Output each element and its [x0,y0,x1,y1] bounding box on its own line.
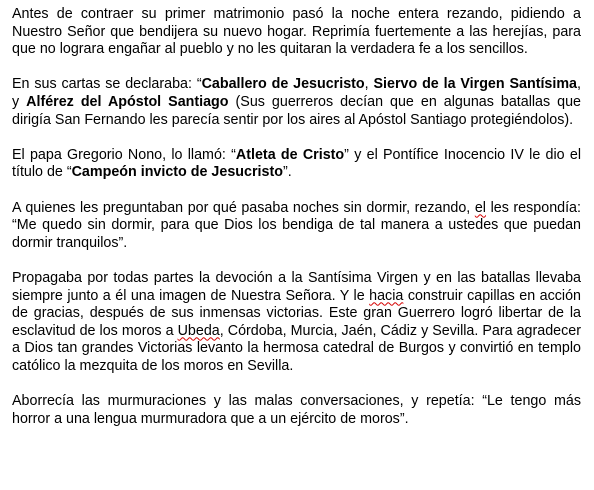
paragraph-text: , y [12,76,581,110]
paragraph-gossip [12,393,581,428]
paragraph-letters [12,76,581,129]
paragraph-text: les respondía: “Me quedo sin dormir, para que Dios los bendiga de tal manera a ustedes que puedan dormir tranquilos”. [12,199,581,251]
paragraph-sleep [12,200,581,253]
paragraph-popes [12,147,581,182]
paragraph-text: (Sus guerreros decían que en algunas batallas que dirigía San Fernando les parecía sentir por los aires al Apóstol Santiago protegiéndolos). [12,93,581,128]
spellcheck-word[interactable]: hacia [369,287,404,304]
document-body [12,6,581,428]
paragraph-text: , Córdoba, Murcia, Jaén, Cádiz y Sevilla. Para agradecer a Dios tan grandes Victorias levanto la hermosa catedral de Burgos y convirtió en templo católico la mezquita de los moros en Sevilla. [12,322,581,374]
paragraph-text: El papa Gregorio Nono, lo llamó: “ [12,146,236,163]
paragraph-text: ”. [282,164,292,181]
title-caballero: Caballero de Jesucristo [201,76,365,93]
paragraph-prayer [12,6,581,59]
paragraph-text: ” y el Pontífice Inocencio IV le dio el título de “ [12,146,582,181]
spellcheck-word[interactable]: Ubeda [177,322,220,339]
paragraph-text: Antes de contraer su primer matrimonio pasó la noche entera rezando, pidiendo a Nuestro Señor que bendijera su nuevo hogar. Reprimía fuertemente a las herejías, para que no lograra engañar al pueblo y no les quitaran la verdadera fe a los sencillos. [12,6,581,58]
title-siervo: Siervo de la Virgen Santísima [373,76,578,93]
paragraph-text: En sus cartas se declaraba: “ [12,76,202,93]
paragraph-text: A quienes les preguntaban por qué pasaba noches sin dormir, rezando, [12,199,475,216]
paragraph-text: construir capillas en acción de gracias, después de sus inmensas victorias. Este gran Guerrero logró libertar de la esclavitud de los moros a [12,287,581,339]
title-campeon: Campeón invicto de Jesucristo [71,164,283,181]
title-atleta: Atleta de Cristo [235,146,345,163]
paragraph-text: Propagaba por todas partes la devoción a la Santísima Virgen y en las batallas llevaba siempre junto a él una imagen de Nuestra Señora. Y le [12,269,581,304]
paragraph-devotion [12,270,581,376]
spellcheck-word[interactable]: el [474,199,486,216]
paragraph-text: , [364,76,374,93]
paragraph-text: Aborrecía las murmuraciones y las malas conversaciones, y repetía: “Le tengo más horror a una lengua murmuradora que a un ejército de moros”. [12,393,581,427]
title-alferez: Alférez del Apóstol Santiago [26,93,229,110]
